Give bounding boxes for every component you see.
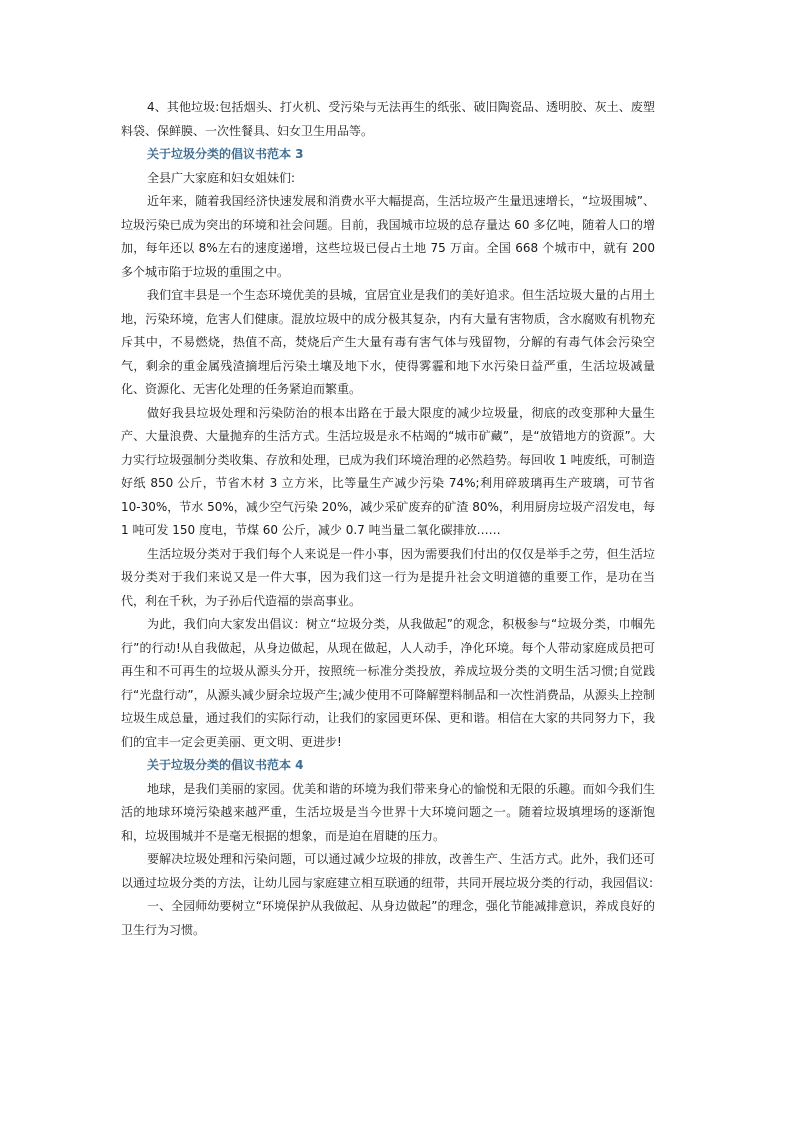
section-heading: 关于垃圾分类的倡议书范本 3 xyxy=(147,147,304,161)
body-paragraph: 为此，我们向大家发出倡议：树立“垃圾分类，从我做起”的观念，积极参与“垃圾分类，巾帼先行”的行动!从自我做起，从身边做起，从现在做起，人人动手，净化环境。每个人带动家庭成员把可再生和不可再生的垃圾从源头分开，按照统一标准分类投放，养成垃圾分类的文明生活习惯;自觉践行“光盘行动”，从源头减少厨余垃圾产生;减少使用不可降解塑料制品和一次性消费品，从源头上控制垃圾生成总量，通过我们的实际行动，让我们的家园更环保、更和谐。相信在大家的共同努力下，我们的宜丰一定会更美丽、更文明、更进步! xyxy=(121,617,656,749)
section-heading: 关于垃圾分类的倡议书范本 4 xyxy=(147,758,304,772)
salutation: 全县广大家庭和妇女姐妹们: xyxy=(147,170,296,185)
body-paragraph: 地球，是我们美丽的家园。优美和谐的环境为我们带来身心的愉悦和无限的乐趣。而如今我们生活的地球环境污染越来越严重，生活垃圾是当今世界十大环境问题之一。随着垃圾填埋场的逐渐饱和，垃圾围城并不是毫无根据的想象，而是迫在眉睫的压力。 xyxy=(121,781,655,843)
body-paragraph: 做好我县垃圾处理和污染防治的根本出路在于最大限度的减少垃圾量，彻底的改变那种大量生产、大量浪费、大量抛弃的生活方式。生活垃圾是永不枯竭的“城市矿藏”，是“放错地方的资源”。大力实行垃圾强制分类收集、存放和处理，已成为我们环境治理的必然趋势。每回收 1 吨废纸，可制造好纸 850 公斤，节省木材 3 立方米，比等量生产减少污染 74%;利用碎玻璃再生产玻璃，可节省 10-30%，节水 50%，减少空气污染 20%，减少采矿废弃的矿渣 80%，利用厨房垃圾产沼发电，每 1 吨可发 150 度电，节煤 60 公斤，减少 0.7 吨当量二氧化碳排放…… xyxy=(121,405,655,537)
body-paragraph: 生活垃圾分类对于我们每个人来说是一件小事，因为需要我们付出的仅仅是举手之劳，但生活垃圾分类对于我们来说又是一件大事，因为我们这一行为是提升社会文明道德的重要工作，是功在当代，利在千秋，为子孙后代造福的崇高事业。 xyxy=(121,546,655,608)
body-paragraph: 要解决垃圾处理和污染问题，可以通过减少垃圾的排放，改善生产、生活方式。此外，我们还可以通过垃圾分类的方法，让幼儿园与家庭建立相互联通的纽带，共同开展垃圾分类的行动，我园倡议: xyxy=(121,852,655,890)
document-content xyxy=(121,96,655,942)
body-paragraph: 一、全园师幼要树立“环境保护从我做起、从身边做起”的理念，强化节能减排意识，养成良好的卫生行为习惯。 xyxy=(121,899,655,937)
body-paragraph: 近年来，随着我国经济快速发展和消费水平大幅提高，生活垃圾产生量迅速增长，“垃圾围城”、垃圾污染已成为突出的环境和社会问题。目前，我国城市垃圾的总存量达 60 多亿吨，随着人口的增加，每年还以 8%左右的速度递增，这些垃圾已侵占土地 75 万亩。全国 668 个城市中，就有 200 多个城市陷于垃圾的重围之中。 xyxy=(121,194,655,279)
body-paragraph: 我们宜丰县是一个生态环境优美的县城，宜居宜业是我们的美好追求。但生活垃圾大量的占用土地，污染环境，危害人们健康。混放垃圾中的成分极其复杂，内有大量有害物质，含水腐败有机物充斥其中，不易燃烧，热值不高，焚烧后产生大量有毒有害气体与残留物，分解的有毒气体会污染空气，剩余的重金属残渣摘埋后污染土壤及地下水，使得雾霾和地下水污染日益严重，生活垃圾减量化、资源化、无害化处理的任务紧迫而繁重。 xyxy=(121,288,655,396)
body-paragraph: 4、其他垃圾:包括烟头、打火机、受污染与无法再生的纸张、破旧陶瓷品、透明胶、灰土、废塑料袋、保鲜膜、一次性餐具、妇女卫生用品等。 xyxy=(121,100,655,138)
